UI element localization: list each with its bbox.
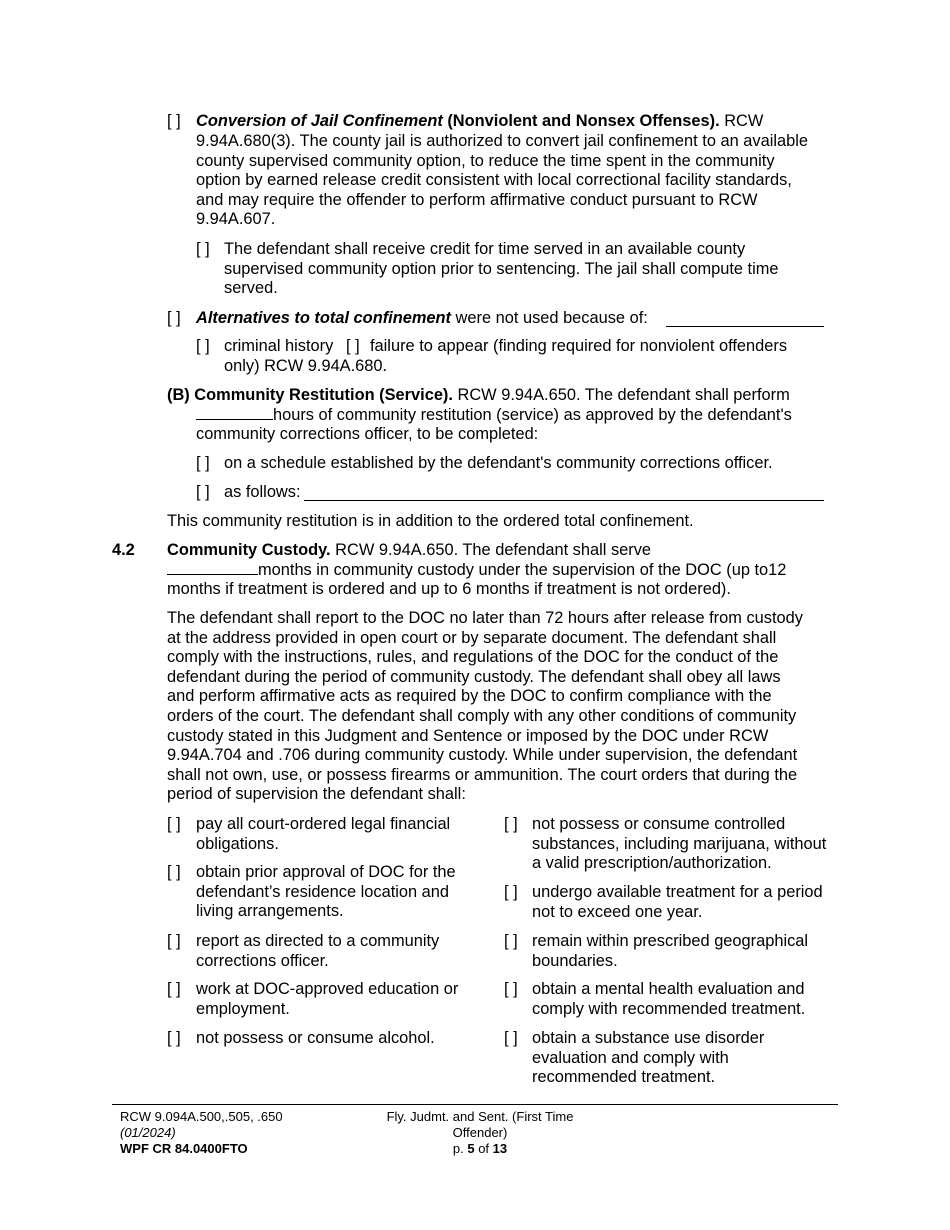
condition-line: work at DOC-approved education or [196, 980, 459, 998]
restitution-text-2: hours of community restitution (service) as approved by the defendant's [273, 406, 792, 424]
conversion-subtitle: (Nonviolent and Nonsex Offenses). [442, 112, 720, 130]
custody-paragraph-line: The defendant shall report to the DOC no later than 72 hours after release from custody [167, 609, 803, 627]
condition-line: pay all court-ordered legal financial [196, 815, 451, 833]
as-follows-blank[interactable] [304, 485, 824, 501]
footer-rcw: RCW 9.094A.500,.505, .650 [120, 1109, 283, 1124]
condition-line: obtain a substance use disorder [532, 1029, 765, 1047]
credit-text [224, 240, 779, 299]
restitution-text-3: community corrections officer, to be completed: [196, 425, 539, 443]
conversion-text-5: 9.94A.607. [196, 210, 276, 229]
alternatives-text: were not used because of: [451, 309, 648, 327]
custody-paragraph-line: at the address provided in open court or by separate document. The defendant shall [167, 628, 777, 647]
custody-paragraph-line: custody stated in this Judgment and Sentence or imposed by the DOC under RCW [167, 726, 769, 745]
condition-line: defendant’s residence location and [196, 882, 450, 901]
footer-divider [112, 1104, 838, 1105]
condition-line: boundaries. [532, 951, 618, 970]
restitution-hours-blank[interactable] [196, 404, 273, 420]
restitution-text-1: RCW 9.94A.650. The defendant shall perform [452, 386, 790, 404]
criminal-history-label: criminal history [224, 337, 334, 355]
custody-line-1 [167, 541, 651, 561]
conversion-checkbox[interactable]: [ ] [167, 112, 181, 130]
conversion-title: Conversion of Jail Confinement [196, 112, 443, 130]
failure-to-appear-label-2: only) RCW 9.94A.680. [224, 357, 388, 375]
condition-line: obtain prior approval of DOC for the [196, 863, 456, 881]
condition-line: not to exceed one year. [532, 902, 703, 921]
custody-paragraph-line: orders of the court. The defendant shall comply with any other conditions of community [167, 706, 797, 725]
condition-checkbox[interactable]: [ ] [167, 863, 181, 881]
condition-lfo [167, 815, 450, 854]
custody-months-blank[interactable] [167, 559, 258, 575]
condition-line: corrections officer. [196, 951, 329, 970]
custody-text-1: RCW 9.94A.650. The defendant shall serve [330, 541, 652, 559]
alternatives-line [196, 309, 648, 329]
section-number: 4.2 [112, 541, 135, 559]
custody-paragraph-line: comply with the instructions, rules, and regulations of the DOC for the conduct of the [167, 648, 779, 667]
conversion-text-0: RCW [724, 112, 764, 130]
alternatives-blank[interactable] [666, 311, 824, 327]
credit-text-0: The defendant shall receive credit for time served in an available county [224, 240, 746, 258]
condition-checkbox[interactable]: [ ] [167, 815, 181, 833]
condition-checkbox[interactable]: [ ] [504, 1029, 518, 1047]
condition-line: evaluation and comply with [532, 1048, 729, 1067]
custody-paragraph [167, 609, 803, 805]
condition-treatment [504, 883, 823, 922]
footer-page [360, 1141, 600, 1157]
footer-title-1: Fly. Judmt. and Sent. (First Time [386, 1109, 574, 1124]
footer-left [120, 1109, 283, 1157]
condition-line: not possess or consume alcohol. [196, 1029, 435, 1047]
conversion-text-2: county supervised community option, to reduce the time spent in the community [196, 151, 775, 170]
credit-text-2: served. [224, 279, 278, 298]
custody-paragraph-line: shall not own, use, or possess firearms or ammunition. The court orders that during the [167, 765, 798, 784]
condition-checkbox[interactable]: [ ] [504, 883, 518, 901]
schedule-checkbox[interactable]: [ ] [196, 454, 210, 472]
failure-to-appear-checkbox[interactable]: [ ] [346, 337, 360, 355]
condition-line: remain within prescribed geographical [532, 932, 809, 950]
footer-page-prefix: p. [452, 1141, 468, 1156]
condition-line: employment. [196, 999, 290, 1018]
condition-checkbox[interactable]: [ ] [504, 815, 518, 833]
as-follows-label: as follows: [224, 483, 301, 501]
condition-line: a valid prescription/authorization. [532, 854, 772, 873]
criminal-history-checkbox[interactable]: [ ] [196, 337, 210, 355]
custody-text-2: months in community custody under the supervision of the DOC (up to12 [258, 561, 787, 579]
custody-paragraph-line: and perform affirmative acts as required by the DOC to confirm compliance with the [167, 687, 772, 706]
custody-paragraph-line: 9.94A.704 and .706 during community custody. While under supervision, the defendant [167, 746, 798, 765]
restitution-addition: This community restitution is in addition to the ordered total confinement. [167, 512, 694, 530]
condition-mental-health [504, 980, 805, 1019]
conversion-text-3: option by earned release credit consistent with local correctional facility standards, [196, 171, 792, 190]
footer-page-number: 5 [467, 1141, 475, 1156]
footer-form-number: WPF CR 84.0400FTO [120, 1141, 248, 1156]
footer-page-total: 13 [492, 1141, 508, 1156]
footer-center [360, 1109, 600, 1157]
credit-checkbox[interactable]: [ ] [196, 240, 210, 258]
credit-text-1: supervised community option prior to sentencing. The jail shall compute time [224, 259, 779, 278]
custody-title: Community Custody. [167, 541, 331, 559]
condition-line: undergo available treatment for a period [532, 883, 823, 901]
condition-substance-use [504, 1029, 764, 1088]
custody-text-3: months if treatment is ordered and up to 6 months if treatment is not ordered). [167, 580, 731, 598]
condition-line: not possess or consume controlled [532, 815, 786, 833]
schedule-label: on a schedule established by the defendant's community corrections officer. [224, 454, 773, 472]
condition-line: report as directed to a community [196, 932, 440, 950]
custody-paragraph-line: period of supervision the defendant shall: [167, 785, 466, 804]
conversion-text-4: and may require the offender to perform affirmative conduct pursuant to RCW [196, 190, 758, 209]
failure-to-appear-label: failure to appear (finding required for nonviolent offenders [370, 337, 788, 355]
condition-work [167, 980, 458, 1019]
condition-residence [167, 863, 456, 922]
custody-paragraph-line: defendant during the period of community custody. The defendant shall obey all laws [167, 667, 781, 686]
alternatives-title: Alternatives to total confinement [196, 309, 451, 327]
condition-line: comply with recommended treatment. [532, 999, 806, 1018]
conversion-title-line [196, 112, 763, 132]
condition-line: recommended treatment. [532, 1068, 716, 1087]
condition-checkbox[interactable]: [ ] [167, 980, 181, 998]
condition-alcohol [167, 1029, 435, 1049]
condition-boundaries [504, 932, 808, 971]
condition-line: living arrangements. [196, 902, 344, 921]
condition-line: obtain a mental health evaluation and [532, 980, 805, 998]
condition-checkbox[interactable]: [ ] [504, 980, 518, 998]
condition-controlled-substances [504, 815, 826, 874]
condition-line: obligations. [196, 834, 279, 853]
alternatives-checkbox[interactable]: [ ] [167, 309, 181, 327]
conversion-paragraph [196, 132, 808, 230]
restitution-line-1 [167, 386, 790, 406]
condition-line: substances, including marijuana, without [532, 834, 827, 853]
condition-checkbox[interactable]: [ ] [167, 1029, 181, 1047]
footer-title-2: Offender) [452, 1125, 508, 1140]
footer-date: (01/2024) [120, 1125, 176, 1140]
conversion-text-1: 9.94A.680(3). The county jail is authorized to convert jail confinement to an available [196, 132, 808, 150]
footer-page-of: of [474, 1141, 493, 1156]
condition-checkbox[interactable]: [ ] [167, 932, 181, 950]
restitution-label: (B) Community Restitution (Service). [167, 386, 453, 404]
as-follows-checkbox[interactable]: [ ] [196, 483, 210, 501]
condition-report [167, 932, 439, 971]
condition-checkbox[interactable]: [ ] [504, 932, 518, 950]
